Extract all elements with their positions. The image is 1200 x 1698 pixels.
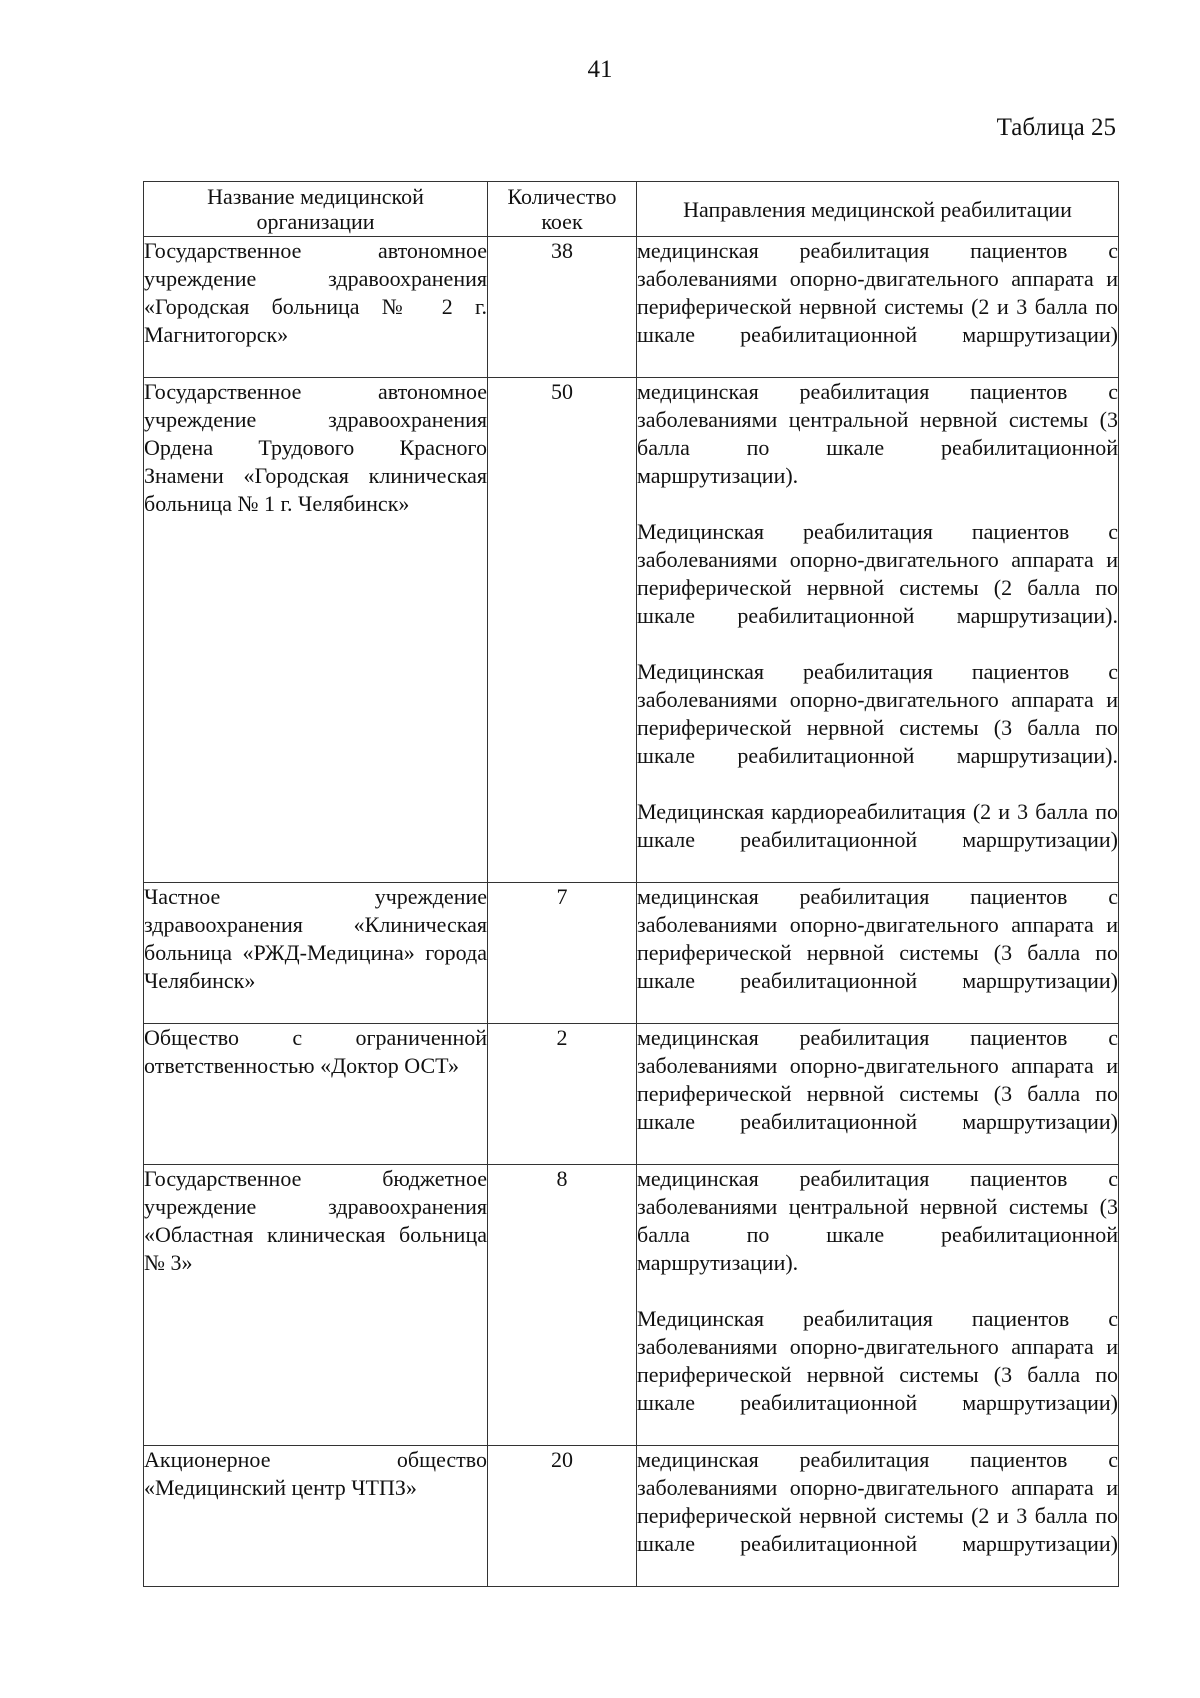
beds-cell: 2 [488,1024,637,1165]
directions-cell [637,1024,1119,1165]
page-number: 41 [587,56,613,83]
org-name-cell: Акционерное общество «Медицинский центр ЧТПЗ» [144,1446,488,1587]
direction-item: Медицинская реабилитация пациентов с заболеваниями опорно-двигательного аппарата и периферической нервной системы (3 балла по шкале реабилитационной маршрутизации). [637,659,1118,768]
direction-item: Медицинская реабилитация пациентов с заболеваниями опорно-двигательного аппарата и периферической нервной системы (2 балла по шкале реабилитационной маршрутизации). [637,519,1118,628]
direction-item: медицинская реабилитация пациентов с заболеваниями опорно-двигательного аппарата и периферической нервной системы (3 балла по шкале реабилитационной маршрутизации) [637,1025,1118,1134]
table-caption: Таблица 25 [996,114,1116,141]
header-directions: Направления медицинской реабилитации [637,182,1119,237]
directions-cell [637,237,1119,378]
header-beds: Количество коек [488,182,637,237]
beds-cell: 8 [488,1165,637,1446]
direction-item: медицинская реабилитация пациентов с заболеваниями центральной нервной системы (3 балла по шкале реабилитационной маршрутизации). [637,1166,1118,1275]
table-row [144,237,1119,378]
directions-cell [637,1446,1119,1587]
org-name-cell: Частное учреждение здравоохранения «Клиническая больница «РЖД-Медицина» города Челябинск» [144,883,488,1024]
org-name-cell: Общество с ограниченной ответственностью «Доктор ОСТ» [144,1024,488,1165]
rehabilitation-table [143,181,1119,1587]
directions-cell [637,883,1119,1024]
table-header-row [144,182,1119,237]
table-row [144,378,1119,883]
header-org: Название медицинской организации [144,182,488,237]
directions-cell [637,378,1119,883]
beds-cell: 20 [488,1446,637,1587]
table-row [144,1165,1119,1446]
direction-item: медицинская реабилитация пациентов с заболеваниями опорно-двигательного аппарата и периферической нервной системы (3 балла по шкале реабилитационной маршрутизации) [637,884,1118,993]
direction-item: медицинская реабилитация пациентов с заболеваниями опорно-двигательного аппарата и периферической нервной системы (2 и 3 балла по шкале реабилитационной маршрутизации) [637,238,1118,347]
beds-cell: 7 [488,883,637,1024]
direction-item: Медицинская кардиореабилитация (2 и 3 балла по шкале реабилитационной маршрутизации) [637,799,1118,852]
beds-cell: 50 [488,378,637,883]
direction-item: медицинская реабилитация пациентов с заболеваниями опорно-двигательного аппарата и периферической нервной системы (2 и 3 балла по шкале реабилитационной маршрутизации) [637,1447,1118,1556]
table-row [144,883,1119,1024]
org-name-cell: Государственное автономное учреждение здравоохранения Ордена Трудового Красного Знамени «Городская клиническая больница № 1 г. Челябинск» [144,378,488,883]
org-name-cell: Государственное автономное учреждение здравоохранения «Городская больница № 2 г. Магнитогорск» [144,237,488,378]
direction-item: Медицинская реабилитация пациентов с заболеваниями опорно-двигательного аппарата и периферической нервной системы (3 балла по шкале реабилитационной маршрутизации) [637,1306,1118,1415]
beds-cell: 38 [488,237,637,378]
directions-cell [637,1165,1119,1446]
table-row [144,1446,1119,1587]
table-row [144,1024,1119,1165]
direction-item: медицинская реабилитация пациентов с заболеваниями центральной нервной системы (3 балла по шкале реабилитационной маршрутизации). [637,379,1118,488]
org-name-cell: Государственное бюджетное учреждение здравоохранения «Областная клиническая больница № 3» [144,1165,488,1446]
